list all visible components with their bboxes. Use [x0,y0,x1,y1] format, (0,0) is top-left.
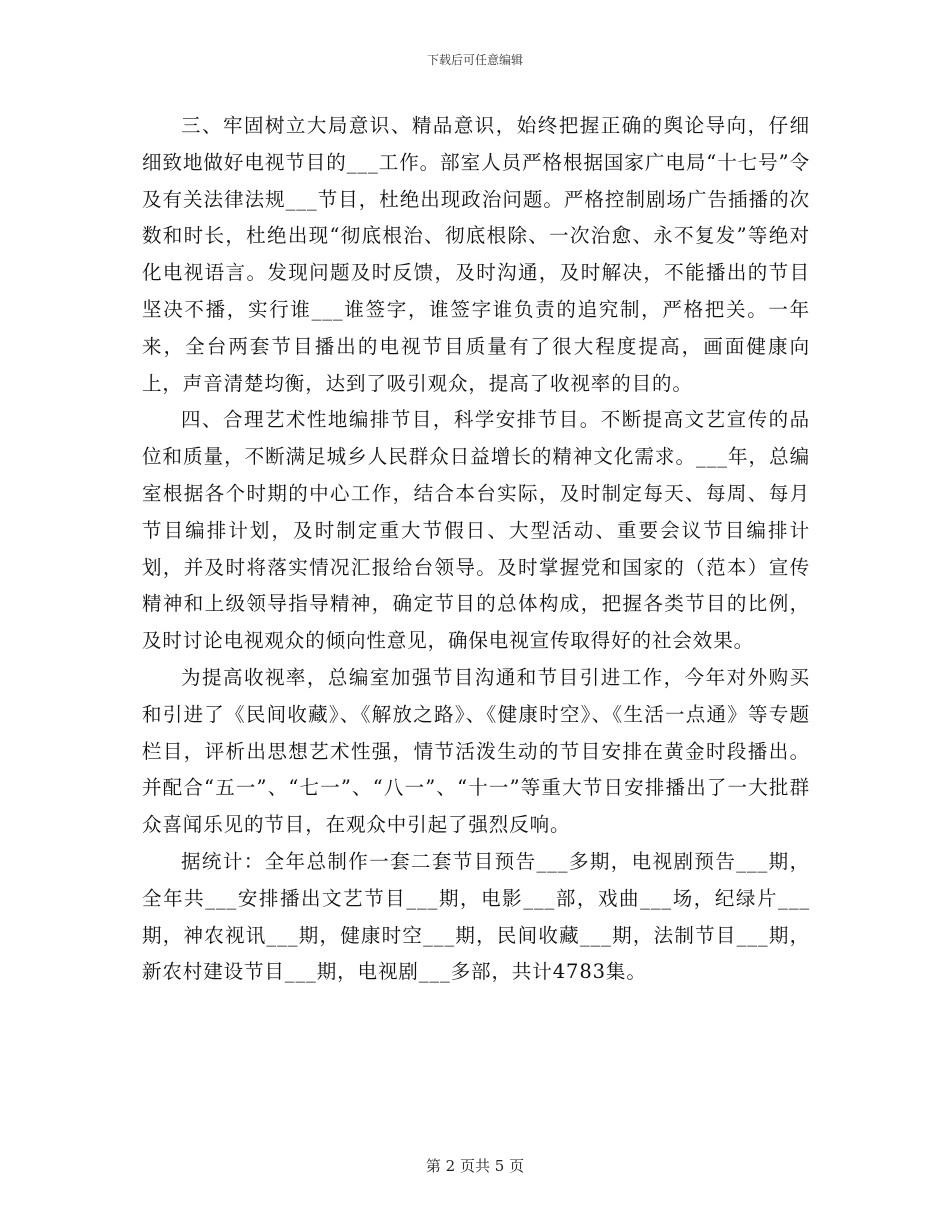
paragraph-2: 四、合理艺术性地编排节目，科学安排节目。不断提高文艺宣传的品位和质量，不断满足城乡人民群众日益增长的精神文化需求。___年，总编室根据各个时期的中心工作，结合本台实际，及时制定每天、每周、每月节目编排计划，及时制定重大节假日、大型活动、重要会议节目编排计划，并及时将落实情况汇报给台领导。及时掌握党和国家的（范本）宣传精神和上级领导指导精神，确定节目的总体构成，把握各类节目的比例，及时讨论电视观众的倾向性意见，确保电视宣传取得好的社会效果。 [142,408,810,653]
paragraph-3: 为提高收视率，总编室加强节目沟通和节目引进工作，今年对外购买和引进了《民间收藏》、《解放之路》、《健康时空》、《生活一点通》等专题栏目，评析出思想艺术性强，情节活泼生动的节目安排在黄金时段播出。并配合“五一”、“七一”、“八一”、“十一”等重大节日安排播出了一大批群众喜闻乐见的节目，在观众中引起了强烈反响。 [142,665,810,837]
document-body [142,108,810,991]
paragraph-1: 三、牢固树立大局意识、精品意识，始终把握正确的舆论导向，仔细细致地做好电视节目的___工作。部室人员严格根据国家广电局“十七号”令及有关法律法规___节目，杜绝出现政治问题。严格控制剧场广告插播的次数和时长，杜绝出现“彻底根治、彻底根除、一次治愈、永不复发”等绝对化电视语言。发现问题及时反馈，及时沟通，及时解决，不能播出的节目坚决不播，实行谁___谁签字，谁签字谁负责的追究制，严格把关。一年来，全台两套节目播出的电视节目质量有了很大程度提高，画面健康向上，声音清楚均衡，达到了吸引观众，提高了收视率的目的。 [142,114,810,395]
page-number-footer: 第 2 页共 5 页 [425,1157,525,1175]
page-header: 下载后可任意编辑 [426,53,523,67]
paragraph-4: 据统计：全年总制作一套二套节目预告___多期，电视剧预告___期，全年共___安排播出文艺节目___期，电影___部，戏曲___场，纪绿片___期，神农视讯___期，健康时空___期，民间收藏___期，法制节目___期，新农村建设节目___期，电视剧___多部，共计4783集。 [142,849,810,984]
